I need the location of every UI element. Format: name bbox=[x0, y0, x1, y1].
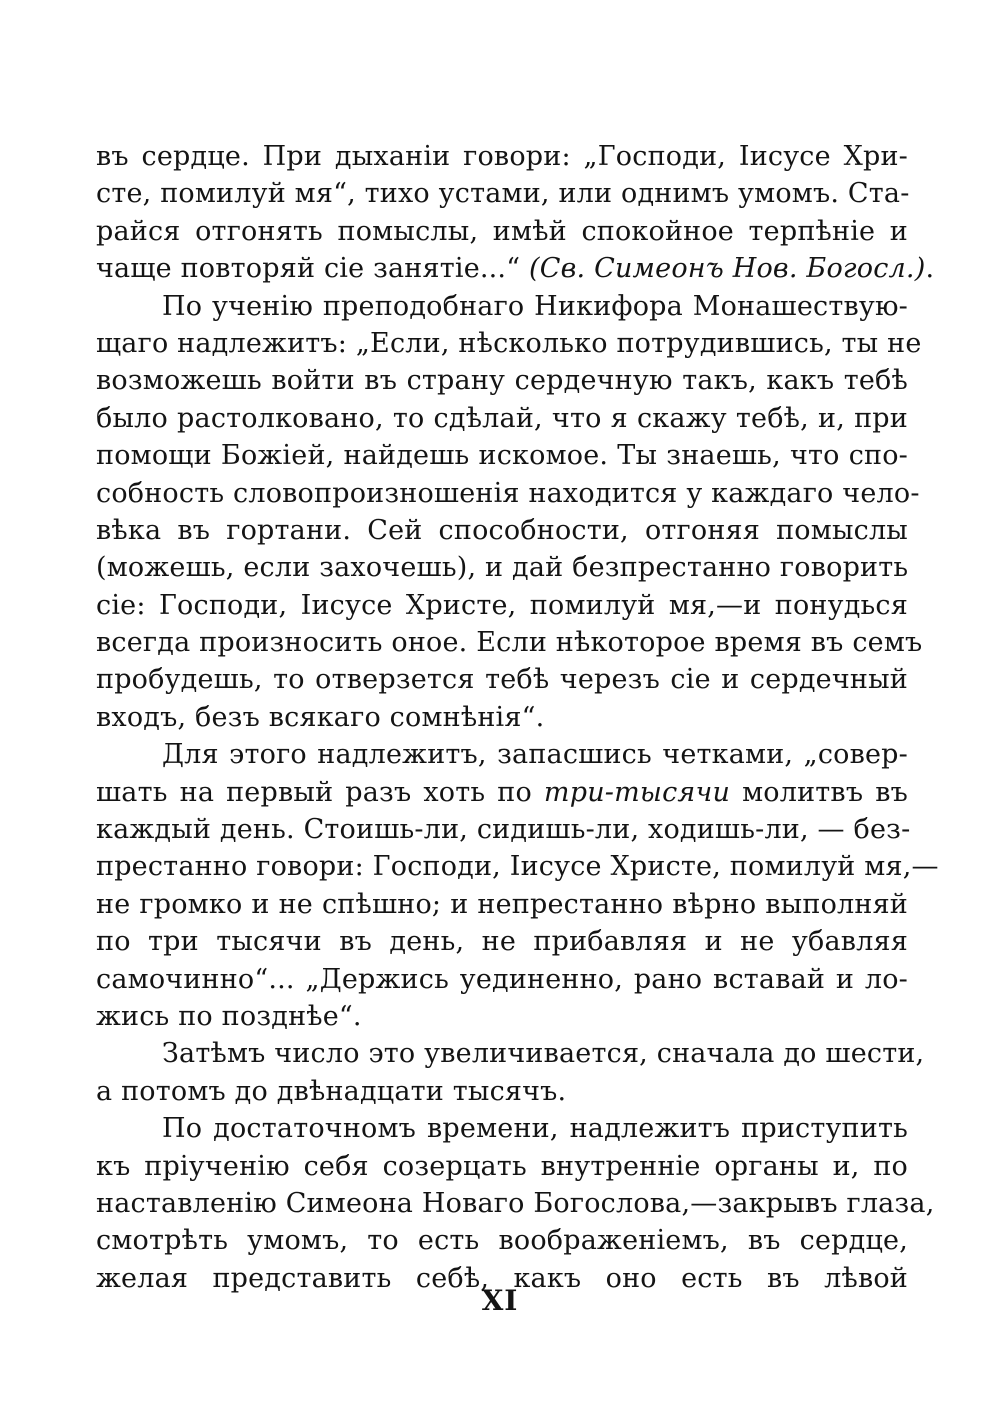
line-text: смотрѣть умомъ, то есть воображеніемъ, въ сердце, bbox=[96, 1225, 908, 1257]
line-text: наставленію Симеона Новаго Богослова,—закрывъ глаза, bbox=[96, 1187, 935, 1219]
text-line bbox=[96, 1073, 908, 1110]
citation-period: . bbox=[925, 253, 935, 285]
page-number: XI bbox=[481, 1284, 519, 1317]
line-text: по три тысячи въ день, не прибавляя и не убавляя bbox=[96, 926, 908, 958]
text-line bbox=[96, 362, 908, 399]
text-line bbox=[96, 699, 908, 736]
text-line bbox=[96, 1148, 908, 1185]
line-text: самочинно“... „Держись уединенно, рано вставай и ло- bbox=[96, 963, 908, 995]
line-text: чаще повторяй сіе занятіе...“ bbox=[96, 253, 521, 285]
line-text: шать на первый разъ хоть по bbox=[96, 776, 532, 808]
text-line bbox=[96, 1222, 908, 1259]
body-text bbox=[96, 138, 939, 1297]
text-line bbox=[96, 1110, 908, 1147]
text-line bbox=[96, 475, 920, 512]
text-line bbox=[96, 288, 908, 325]
line-text: пробудешь, то отверзется тебѣ черезъ сіе и сердечный bbox=[96, 664, 908, 696]
line-text: входъ, безъ всякаго сомнѣнія“. bbox=[96, 701, 545, 733]
line-text: всегда произносить оное. Если нѣкоторое время въ семъ bbox=[96, 627, 923, 659]
text-line bbox=[96, 175, 908, 212]
line-text: къ пріученію себя созерцать внутренніе органы и, по bbox=[96, 1150, 908, 1182]
line-text: щаго надлежитъ: „Если, нѣсколько потрудившись, ты не bbox=[96, 327, 922, 359]
line-text: жись по позднѣе“. bbox=[96, 1000, 362, 1032]
text-line bbox=[96, 437, 908, 474]
line-text: въ сердце. При дыханіи говори: „Господи, Іисусе Хри- bbox=[96, 141, 908, 172]
text-line bbox=[96, 138, 908, 175]
line-text: собность словопроизношенія находится у каждаго чело- bbox=[96, 477, 920, 509]
text-line bbox=[96, 998, 908, 1035]
line-text: Затѣмъ число это увеличивается, сначала до шести, bbox=[162, 1038, 925, 1070]
text-line bbox=[96, 774, 908, 811]
line-text: райся отгонять помыслы, имѣй спокойное терпѣніе и bbox=[96, 215, 908, 247]
line-text: (можешь, если захочешь), и дай безпрестанно говорить bbox=[96, 552, 909, 584]
text-line bbox=[96, 400, 908, 437]
text-line bbox=[96, 250, 935, 287]
line-text: По достаточномъ времени, надлежитъ приступить bbox=[162, 1113, 908, 1145]
text-line bbox=[96, 512, 908, 549]
line-text: а потомъ до двѣнадцати тысячъ. bbox=[96, 1075, 567, 1107]
text-line bbox=[96, 213, 908, 250]
line-text: возможешь войти въ страну сердечную такъ, какъ тебѣ bbox=[96, 365, 908, 397]
line-text: желая представить себѣ, какъ оно есть въ лѣвой bbox=[96, 1262, 908, 1294]
text-line bbox=[96, 624, 923, 661]
line-text: По ученію преподобнаго Никифора Монашествую- bbox=[162, 290, 908, 322]
line-text: Для этого надлежитъ, запасшись четками, „совер- bbox=[162, 739, 908, 771]
text-line bbox=[96, 886, 908, 923]
line-text: вѣка въ гортани. Сей способности, отгоняя помыслы bbox=[96, 514, 908, 546]
text-line bbox=[96, 811, 911, 848]
line-text: престанно говори: Господи, Іисусе Христе, помилуй мя,— bbox=[96, 851, 939, 883]
text-line bbox=[96, 661, 908, 698]
line-text: сте, помилуй мя“, тихо устами, или однимъ умомъ. Ста- bbox=[96, 178, 910, 210]
text-line bbox=[96, 325, 922, 362]
citation-italic: (Св. Симеонъ Нов. Богосл.) bbox=[529, 253, 926, 285]
line-text: было растолковано, то сдѣлай, что я скажу тебѣ, и, при bbox=[96, 402, 908, 434]
line-text: сіе: Господи, Іисусе Христе, помилуй мя,—и понудься bbox=[96, 589, 908, 621]
text-line bbox=[96, 1035, 925, 1072]
text-line bbox=[96, 587, 908, 624]
line-text: не громко и не спѣшно; и непрестанно вѣрно выполняй bbox=[96, 888, 908, 920]
text-line bbox=[96, 1185, 935, 1222]
line-text: помощи Божіей, найдешь искомое. Ты знаешь, что спо- bbox=[96, 440, 908, 472]
text-line bbox=[96, 736, 908, 773]
text-line bbox=[96, 961, 908, 998]
line-text: каждый день. Стоишь-ли, сидишь-ли, ходишь-ли, — без- bbox=[96, 814, 911, 846]
line-text-after: молитвъ въ bbox=[742, 776, 908, 808]
text-line bbox=[96, 923, 908, 960]
text-line bbox=[96, 549, 908, 586]
italic-phrase: три-тысячи bbox=[543, 776, 731, 808]
text-line bbox=[96, 848, 939, 885]
